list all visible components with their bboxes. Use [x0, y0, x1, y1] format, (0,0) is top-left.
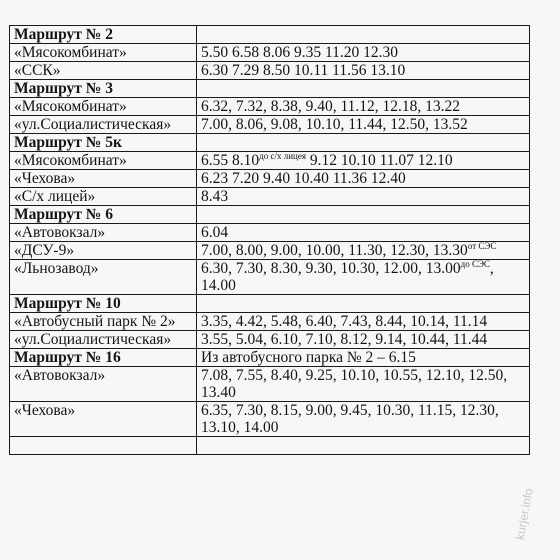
route-header-row: [10, 134, 530, 152]
departure-times: 8.43: [197, 188, 530, 206]
stop-row: [10, 260, 530, 295]
departure-times: 6.32, 7.32, 8.38, 9.40, 11.12, 12.18, 13.22: [197, 98, 530, 116]
times-text: 6.30, 7.30, 8.30, 9.30, 10.30, 12.00, 13.00: [201, 260, 461, 277]
times-text: 7.00, 8.00, 9.00, 10.00, 11.30, 12.30, 13.30: [201, 242, 468, 259]
stop-name: [10, 437, 197, 455]
route-title: Маршрут № 10: [10, 295, 197, 313]
stop-row: [10, 242, 530, 260]
times-text-line2: 14.00: [201, 277, 236, 294]
departure-times: [197, 260, 530, 295]
stop-row: [10, 62, 530, 80]
route-title: Маршрут № 5к: [10, 134, 197, 152]
watermark-text: kurjer.info: [512, 487, 536, 541]
departure-times: 3.55, 5.04, 6.10, 7.10, 8.12, 9.14, 10.44, 11.44: [197, 331, 530, 349]
stop-row: [10, 313, 530, 331]
watermark: [512, 430, 554, 550]
departure-times: 5.50 6.58 8.06 9.35 11.20 12.30: [197, 44, 530, 62]
stop-name: «Мясокомбинат»: [10, 44, 197, 62]
route-title: Маршрут № 6: [10, 206, 197, 224]
departure-times: 7.00, 8.06, 9.08, 10.10, 11.44, 12.50, 13.52: [197, 116, 530, 134]
stop-row: [10, 170, 530, 188]
stop-row: [10, 367, 530, 402]
route-title: Маршрут № 16: [10, 349, 197, 367]
stop-name: «Льнозавод»: [10, 260, 197, 295]
route-title: Маршрут № 2: [10, 26, 197, 44]
route-header-row: [10, 295, 530, 313]
route-header-row: [10, 80, 530, 98]
stop-name: «С/х лицей»: [10, 188, 197, 206]
stop-row: [10, 44, 530, 62]
route-header-row: [10, 26, 530, 44]
stop-row: [10, 402, 530, 437]
stop-row: [10, 188, 530, 206]
departure-times: 6.30 7.29 8.50 10.11 11.56 13.10: [197, 62, 530, 80]
route-header-row: [10, 349, 530, 367]
schedule-body: [10, 26, 530, 455]
stop-name: «Чехова»: [10, 402, 197, 437]
stop-name: «ул.Социалистическая»: [10, 331, 197, 349]
stop-row: [10, 152, 530, 170]
times-text: 6.55 8.10: [201, 152, 260, 169]
route-note: [197, 134, 530, 152]
times-text-tail: ,: [489, 260, 494, 277]
stop-row: [10, 224, 530, 242]
departure-times: 6.35, 7.30, 8.15, 9.00, 9.45, 10.30, 11.15, 12.30, 13.10, 14.00: [197, 402, 530, 437]
route-note: [197, 80, 530, 98]
departure-times: 6.04: [197, 224, 530, 242]
stop-row: [10, 437, 530, 455]
departure-times: 7.08, 7.55, 8.40, 9.25, 10.10, 10.55, 12.10, 12.50, 13.40: [197, 367, 530, 402]
departure-times: [197, 437, 530, 455]
times-note: до СЭС: [460, 258, 490, 269]
route-header-row: [10, 206, 530, 224]
departure-times: [197, 242, 530, 260]
times-note: от СЭС: [467, 240, 497, 251]
stop-name: «Автовокзал»: [10, 367, 197, 402]
stop-name: «Мясокомбинат»: [10, 98, 197, 116]
times-text-tail: 9.12 10.10 11.07 12.10: [305, 152, 453, 169]
stop-name: «Автобусный парк № 2»: [10, 313, 197, 331]
stop-name: «ул.Социалистическая»: [10, 116, 197, 134]
stop-row: [10, 98, 530, 116]
route-note: Из автобусного парка № 2 – 6.15: [197, 349, 530, 367]
departure-times: [197, 152, 530, 170]
departure-times: 3.35, 4.42, 5.48, 6.40, 7.43, 8.44, 10.14, 11.14: [197, 313, 530, 331]
stop-row: [10, 331, 530, 349]
route-note: [197, 26, 530, 44]
stop-name: «Чехова»: [10, 170, 197, 188]
route-title: Маршрут № 3: [10, 80, 197, 98]
stop-name: «Автовокзал»: [10, 224, 197, 242]
stop-name: «ССК»: [10, 62, 197, 80]
times-note: до с/х лицея: [259, 150, 306, 161]
stop-name: «Мясокомбинат»: [10, 152, 197, 170]
route-note: [197, 295, 530, 313]
stop-name: «ДСУ-9»: [10, 242, 197, 260]
stop-row: [10, 116, 530, 134]
route-note: [197, 206, 530, 224]
bus-schedule-table: [9, 25, 530, 455]
departure-times: 6.23 7.20 9.40 10.40 11.36 12.40: [197, 170, 530, 188]
